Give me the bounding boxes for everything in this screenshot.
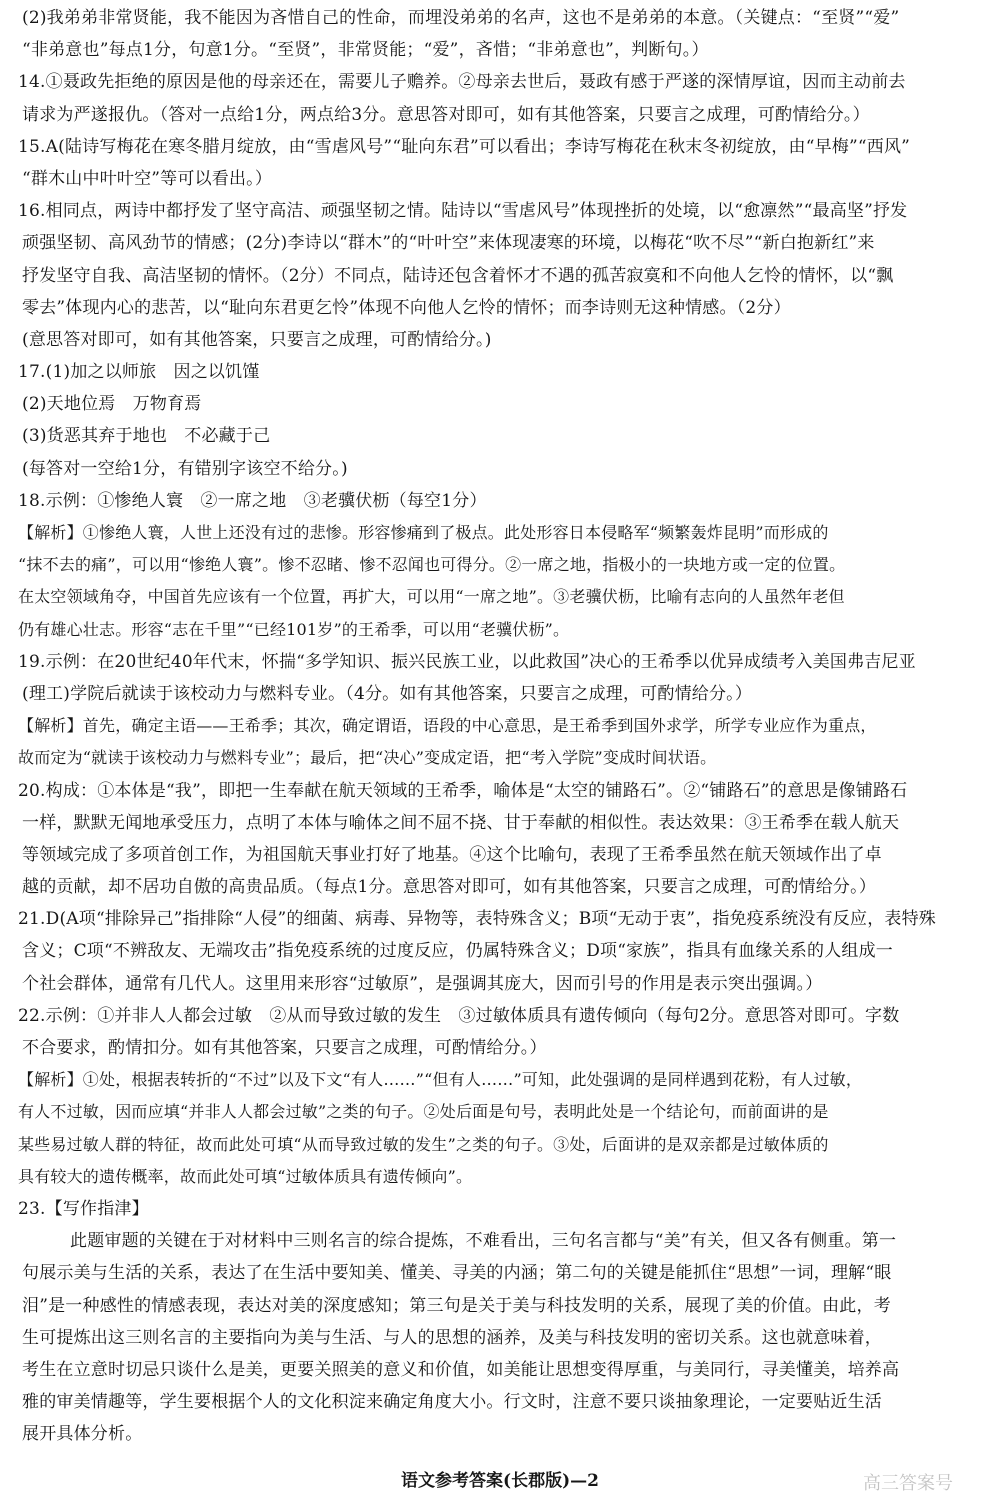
essay-line: 此题审题的关键在于对材料中三则名言的综合提炼，不难看出，三句名言都与“美”有关，但又各有侧重。第一: [70, 1231, 897, 1252]
answer-line: 14.①聂政先拒绝的原因是他的母亲还在，需要儿子赡养。②母亲去世后，聂政有感于严遂的深情厚谊，因而主动前去: [18, 72, 906, 93]
answer-line: 22.示例：①并非人人都会过敏 ②从而导致过敏的发生 ③过敏体质具有遗传倾向（每句2分。意思答对即可。字数: [18, 1005, 900, 1026]
analysis-line: 在太空领域角夺，中国首先应该有一个位置，再扩大，可以用“一席之地”。③老骥伏枥，比喻有志向的人虽然年老但: [18, 587, 845, 607]
answer-line: 17.(1)加之以师旅 因之以饥馑: [18, 362, 260, 383]
watermark-logo: 高三答案号: [863, 1473, 953, 1494]
answer-line: (2)天地位焉 万物育焉: [22, 394, 202, 415]
answer-line: 15.A(陆诗写梅花在寒冬腊月绽放，由“雪虐风号”“耻向东君”可以看出；李诗写梅花在秋末冬初绽放，由“早梅”“西风”: [18, 136, 911, 157]
answer-line: 20.构成：①本体是“我”，即把一生奉献在航天领域的王希季，喻体是“太空的铺路石”。②“铺路石”的意思是像铺路石: [18, 780, 908, 801]
essay-line: 生可提炼出这三则名言的主要指向为美与生活、与人的思想的涵养，及美与科技发明的密切关系。这也就意味着，: [22, 1327, 882, 1348]
answer-line: “群木山中叶叶空”等可以看出。）: [22, 168, 273, 189]
answer-line: 请求为严遂报仇。（答对一点给1分，两点给3分。意思答对即可，如有其他答案，只要言之成理，可酌情给分。）: [22, 104, 870, 125]
answer-line: 16.相同点，两诗中都抒发了坚守高洁、顽强坚韧之情。陆诗以“雪虐风号”体现挫折的处境，以“愈凛然”“最高坚”抒发: [18, 201, 908, 222]
page-footer: 语文参考答案(长郡版)—2: [401, 1471, 599, 1491]
answer-line: (3)货恶其弃于地也 不必藏于己: [22, 426, 271, 447]
answer-line: (理工)学院后就读于该校动力与燃料专业。（4分。如有其他答案，只要言之成理，可酌情给分。）: [22, 683, 753, 704]
answer-page: [18, 2, 984, 1450]
essay-line: 展开具体分析。: [22, 1424, 143, 1445]
section-heading: 23.【写作指津】: [18, 1198, 149, 1219]
answer-line: 零去”体现内心的悲苦，以“耻向东君更乞怜”体现不向他人乞怜的情怀；而李诗则无这种情感。（2分）: [22, 297, 791, 318]
analysis-line: 某些易过敏人群的特征，故而此处可填“从而导致过敏的发生”之类的句子。③处，后面讲的是双亲都是过敏体质的: [18, 1134, 829, 1154]
essay-line: 考生在立意时切忌只谈什么是美，更要关照美的意义和价值，如美能让思想变得厚重，与美同行，寻美懂美，培养高: [22, 1359, 900, 1380]
analysis-line: 故而定为“就读于该校动力与燃料专业”；最后，把“决心”变成定语，把“考入学院”变成时间状语。: [18, 748, 717, 768]
answer-line: 等领域完成了多项首创工作，为祖国航天事业打好了地基。④这个比喻句，表现了王希季虽然在航天领域作出了卓: [22, 844, 882, 865]
answer-line: 含义；C项“不辨敌友、无端攻击”指免疫系统的过度反应，仍属特殊含义；D项“家族”，指具有血缘关系的人组成一: [22, 941, 893, 962]
essay-line: 句展示美与生活的关系，表达了在生活中要知美、懂美、寻美的内涵；第二句的关键是能抓住“思想”一词，理解“眼: [22, 1263, 892, 1284]
answer-line: 抒发坚守自我、高洁坚韧的情怀。（2分）不同点，陆诗还包含着怀才不遇的孤苦寂寞和不向他人乞怜的情怀，以“飘: [22, 265, 894, 286]
answer-line: 不合要求，酌情扣分。如有其他答案，只要言之成理，可酌情给分。）: [22, 1038, 547, 1058]
analysis-line: 仍有雄心壮志。形容“志在千里”“已经101岁”的王希季，可以用“老骥伏枥”。: [18, 619, 570, 639]
answer-line: 个社会群体，通常有几代人。这里用来形容“过敏原”，是强调其庞大，因而引号的作用是表示突出强调。）: [22, 973, 823, 994]
answer-line: (意思答对即可，如有其他答案，只要言之成理，可酌情给分。): [22, 329, 492, 350]
essay-line: 雅的审美情趣等，学生要根据个人的文化积淀来确定角度大小。行文时，注意不要只谈抽象理论，一定要贴近生活: [22, 1392, 882, 1413]
answer-line: 21.D(A项“排除异己”指排除“人侵”的细菌、病毒、异物等，表特殊含义；B项“无动于衷”，指免疫系统没有反应，表特殊: [18, 909, 937, 930]
analysis-line: 具有较大的遗传概率，故而此处可填“过敏体质具有遗传倾向”。: [18, 1166, 473, 1186]
answer-line: 顽强坚韧、高风劲节的情感；(2分)李诗以“群木”的“叶叶空”来体现凄寒的环境，以梅花“吹不尽”“新白抱新红”来: [22, 233, 875, 254]
answer-line: 18.示例：①惨绝人寰 ②一席之地 ③老骥伏枥（每空1分）: [18, 490, 487, 511]
answer-line: 19.示例：在20世纪40年代末，怀揣“多学知识、振兴民族工业，以此救国”决心的王希季以优异成绩考入美国弗吉尼亚: [18, 651, 916, 672]
essay-line: 泪”是一种感性的情感表现，表达对美的深度感知；第三句是关于美与科技发明的关系，展现了美的价值。由此，考: [22, 1295, 891, 1316]
analysis-line: 有人不过敏，因而应填“并非人人都会过敏”之类的句子。②处后面是句号，表明此处是一个结论句，而前面讲的是: [18, 1102, 829, 1122]
answer-line: (每答对一空给1分，有错别字该空不给分。): [22, 458, 348, 479]
analysis-line: 【解析】①惨绝人寰，人世上还没有过的悲惨。形容惨痛到了极点。此处形容日本侵略军“频繁轰炸昆明”而形成的: [18, 523, 829, 542]
answer-line: (2)我弟弟非常贤能，我不能因为吝惜自己的性命，而埋没弟弟的名声，这也不是弟弟的本意。（关键点：“至贤”“爱”: [22, 8, 900, 28]
analysis-line: “抹不去的痛”，可以用“惨绝人寰”。惨不忍睹、惨不忍闻也可得分。②一席之地，指极小的一块地方或一定的位置。: [18, 555, 846, 575]
analysis-line: 【解析】①处，根据表转折的“不过”以及下文“有人……”“但有人……”可知，此处强调的是同样遇到花粉，有人过敏，: [18, 1070, 863, 1090]
analysis-line: 【解析】首先，确定主语——王希季；其次，确定谓语，语段的中心意思，是王希季到国外求学，所学专业应作为重点，: [18, 716, 877, 736]
answer-line: 越的贡献，却不居功自傲的高贵品质。（每点1分。意思答对即可，如有其他答案，只要言之成理，可酌情给分。）: [22, 877, 877, 898]
answer-line: “非弟意也”每点1分，句意1分。“至贤”，非常贤能；“爱”，吝惜；“非弟意也”，判断句。）: [22, 40, 709, 61]
answer-line: 一样，默默无闻地承受压力，点明了本体与喻体之间不屈不挠、甘于奉献的相似性。表达效果：③王希季在载人航天: [22, 812, 900, 833]
